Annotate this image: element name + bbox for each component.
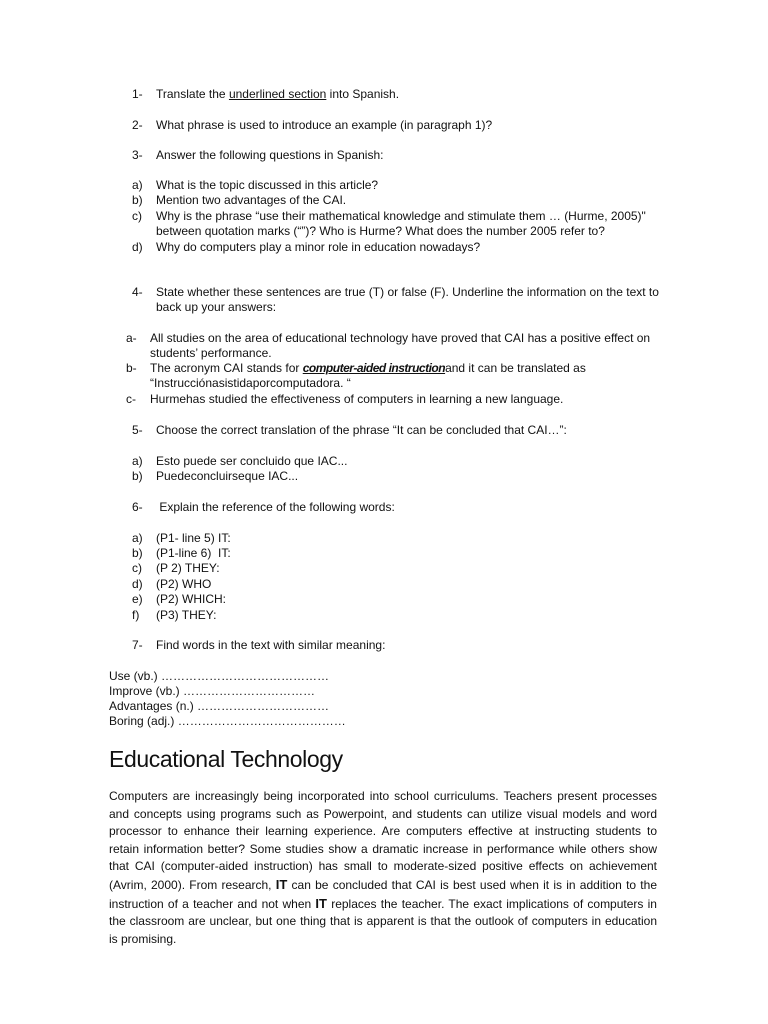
q4-item-text-cont: students’ performance. — [150, 346, 272, 360]
q4-item-text-cont: “Instrucciónasistidaporcomputadora. “ — [150, 376, 351, 390]
article-text-part: replaces the teacher. The exact implications of computers in the classroom are unclear, but one thing that is apparent is that the outlook of computers in education is promising. — [109, 896, 657, 946]
q4-item-text: Hurmehas studied the effectiveness of computers in learning a new language. — [150, 392, 564, 406]
vocab-line-use[interactable]: Use (vb.) …………………………………… — [109, 669, 330, 683]
q4-item-label: c- — [126, 392, 136, 406]
q6-item-label: e) — [132, 592, 143, 606]
q6-item-label: c) — [132, 561, 142, 575]
q3-item-label: a) — [132, 178, 143, 192]
article-text-part: can be concluded that CAI is best used when it is in addition to the instruction of a teacher and not when — [109, 877, 657, 911]
vocab-line-boring[interactable]: Boring (adj.) …………………………………… — [109, 714, 346, 728]
q6-item-label: f) — [132, 608, 140, 622]
q4-b-pre: The acronym CAI stands for — [150, 361, 303, 375]
q3-item-text-cont: between quotation marks (“”)? Who is Hurme? What does the number 2005 refer to? — [156, 224, 605, 238]
q4-item-label: b- — [126, 361, 137, 375]
q6-number: 6- — [132, 500, 143, 514]
article-it-reference: IT — [315, 895, 327, 911]
vocab-line-improve[interactable]: Improve (vb.) …………………………… — [109, 684, 316, 698]
q3-item-label: c) — [132, 209, 142, 223]
q5-item-label: b) — [132, 469, 143, 483]
q6-item-label: d) — [132, 577, 143, 591]
article-paragraph — [109, 788, 657, 948]
q5-item-label: a) — [132, 454, 143, 468]
vocab-line-advantages[interactable]: Advantages (n.) …………………………… — [109, 699, 330, 713]
q7-number: 7- — [132, 638, 143, 652]
q1-underlined: underlined section — [228, 87, 327, 101]
q3-text: Answer the following questions in Spanish: — [156, 148, 384, 162]
q4-b-post: and it can be translated as — [445, 361, 586, 375]
q6-text: Explain the reference of the following words: — [156, 500, 395, 514]
q2-text: What phrase is used to introduce an example (in paragraph 1)? — [156, 118, 493, 132]
q4-b-emphasis: computer-aided instruction — [302, 361, 446, 375]
q4-text: State whether these sentences are true (T) or false (F). Underline the information on the text to — [156, 285, 659, 299]
article-it-reference: IT — [275, 876, 288, 892]
q5-number: 5- — [132, 423, 143, 437]
q3-item-text: Why is the phrase “use their mathematical knowledge and stimulate them … (Hurme, 2005)" — [156, 209, 646, 223]
q5-text: Choose the correct translation of the phrase “It can be concluded that CAI…”: — [156, 423, 567, 437]
q6-item-text: (P 2) THEY: — [156, 561, 220, 575]
q6-item-text: (P3) THEY: — [156, 608, 217, 622]
q4-item-label: a- — [126, 331, 137, 345]
q4-text-cont: back up your answers: — [156, 300, 277, 314]
q5-item-text: Puedeconcluirseque IAC... — [156, 469, 299, 483]
q7-text: Find words in the text with similar meaning: — [156, 638, 386, 652]
q1-post: into Spanish. — [326, 87, 400, 101]
q3-item-text: What is the topic discussed in this article? — [156, 178, 379, 192]
q2-number: 2- — [132, 118, 143, 132]
q3-item-text: Why do computers play a minor role in education nowadays? — [156, 240, 481, 254]
q3-number: 3- — [132, 148, 143, 162]
q4-item-text — [150, 361, 586, 376]
q6-item-text: (P2) WHO — [156, 577, 212, 591]
q4-number: 4- — [132, 285, 143, 299]
q4-item-text: All studies on the area of educational technology have proved that CAI has a positive effect on — [150, 331, 651, 345]
q3-item-label: b) — [132, 193, 143, 207]
q3-item-label: d) — [132, 240, 143, 254]
q6-item-text: (P1- line 5) IT: — [156, 531, 231, 545]
article-title: Educational Technology — [109, 746, 343, 772]
article-text-part: Computers are increasingly being incorporated into school curriculums. Teachers present processes and concepts using programs such as Powerpoint, and students can utilize visual models and word processor to enhance their learning experience. Are computers effective at instructing students to retain information better? Some studies show a dramatic increase in performance while others show that CAI (computer-aided instruction) has small to moderate-sized positive effects on achievement (Avrim, 2000). From research, — [109, 789, 657, 892]
q5-item-text: Esto puede ser concluido que IAC... — [156, 454, 348, 468]
q6-item-label: a) — [132, 531, 143, 545]
q1-text — [156, 87, 399, 102]
q6-item-label: b) — [132, 546, 143, 560]
q1-pre: Translate the — [156, 87, 229, 101]
q1-number: 1- — [132, 87, 143, 101]
q3-item-text: Mention two advantages of the CAI. — [156, 193, 347, 207]
q6-item-text: (P2) WHICH: — [156, 592, 226, 606]
q6-item-text: (P1-line 6) IT: — [156, 546, 231, 560]
